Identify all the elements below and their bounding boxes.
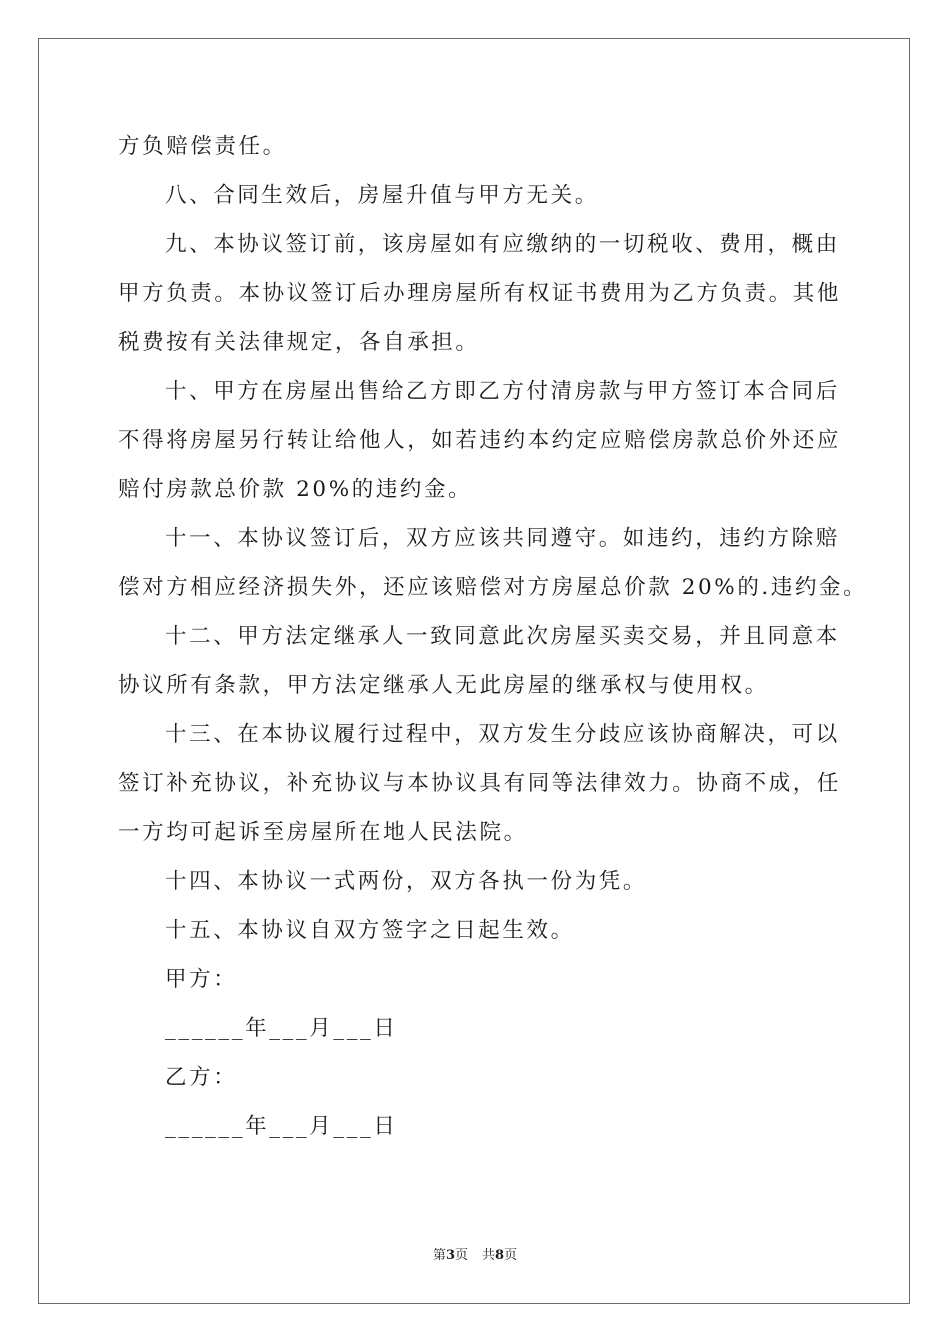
paragraph-line: 一方均可起诉至房屋所在地人民法院。 [118, 820, 528, 845]
document-body [118, 122, 868, 1151]
paragraph-line: 偿对方相应经济损失外，还应该赔偿对方房屋总价款 20%的.违约金。 [118, 575, 868, 600]
clause-8: 八、合同生效后，房屋升值与甲方无关。 [165, 183, 599, 208]
paragraph-line: 税费按有关法律规定，各自承担。 [118, 330, 480, 355]
page-prefix: 第 [432, 1248, 446, 1263]
clause-13: 十三、在本协议履行过程中，双方发生分歧应该协商解决，可以 [165, 722, 840, 747]
total-prefix: 共 [482, 1248, 496, 1263]
paragraph-line: 赔付房款总价款 20%的违约金。 [118, 477, 473, 502]
paragraph-line: 协议所有条款，甲方法定继承人无此房屋的继承权与使用权。 [118, 673, 769, 698]
paragraph-line: 不得将房屋另行转让给他人，如若违约本约定应赔偿房款总价外还应 [118, 428, 842, 453]
clause-10: 十、甲方在房屋出售给乙方即乙方付清房款与甲方签订本合同后 [165, 379, 840, 404]
clause-11: 十一、本协议签订后，双方应该共同遵守。如违约，违约方除赔 [165, 526, 840, 551]
party-b-date-line: ______年___月___日 [165, 1114, 398, 1139]
clause-9: 九、本协议签订前，该房屋如有应缴纳的一切税收、费用，概由 [165, 232, 840, 257]
clause-14: 十四、本协议一式两份，双方各执一份为凭。 [165, 869, 648, 894]
page-footer [0, 1246, 950, 1266]
total-pages: 8 [495, 1248, 505, 1263]
party-a-date-line: ______年___月___日 [165, 1016, 398, 1041]
clause-12: 十二、甲方法定继承人一致同意此次房屋买卖交易，并且同意本 [165, 624, 840, 649]
party-b-label: 乙方： [165, 1065, 238, 1090]
clause-15: 十五、本协议自双方签字之日起生效。 [165, 918, 575, 943]
paragraph-line: 签订补充协议，补充协议与本协议具有同等法律效力。协商不成，任 [118, 771, 842, 796]
paragraph-line: 方负赔偿责任。 [118, 134, 287, 159]
page-suffix: 页 [454, 1248, 468, 1263]
page-number: 3 [445, 1248, 455, 1263]
total-suffix: 页 [504, 1248, 518, 1263]
paragraph-line: 甲方负责。本协议签订后办理房屋所有权证书费用为乙方负责。其他 [118, 281, 842, 306]
party-a-label: 甲方： [165, 967, 238, 992]
